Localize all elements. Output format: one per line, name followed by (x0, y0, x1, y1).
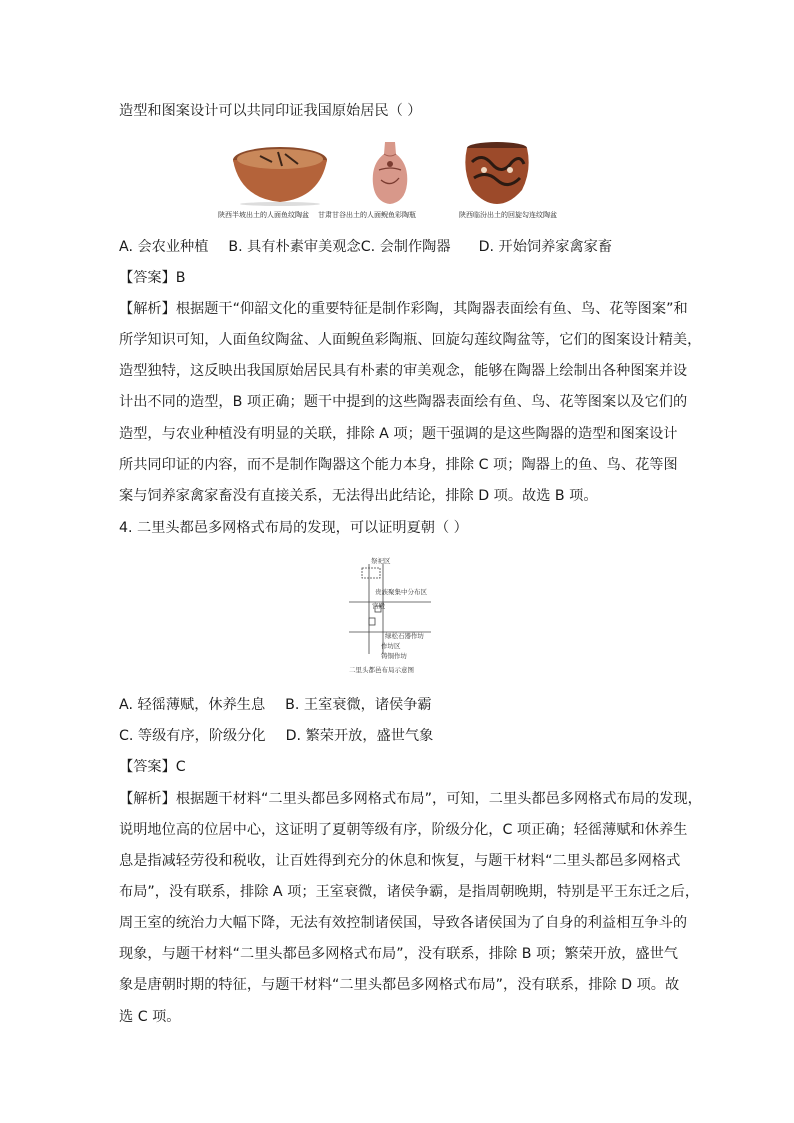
question-4-options-row-1 (119, 695, 432, 715)
option-a: A. 轻徭薄赋，休养生息 (119, 697, 266, 713)
analysis-line: 所 学 知 识 可 知 ， 人 面 鱼 纹 陶 盆 、 人 面 鲵 鱼 彩 陶 瓶 、 回 旋 勾 莲 纹 陶 盆 等 ， 它 们 的 图 案 设 计 精 美 ， (119, 332, 702, 348)
analysis-line: 造 型 独 特 ， 这 反 映 出 我 国 原 始 居 民 具 有 朴 素 的 审 美 观 念 ， 能 够 在 陶 器 上 绘 制 出 各 种 图 案 并 设 (119, 363, 688, 379)
pottery-figures (218, 140, 571, 222)
option-b: B. 具有朴素审美观念 (228, 239, 361, 255)
analysis-line: 说 明 地 位 高 的 位 居 中 心 ， 这 证 明 了 夏 朝 等 级 有 序 ， 阶 级 分 化 ， C 项 正 确 ； 轻 徭 薄 赋 和 休 养 生 (119, 822, 688, 838)
salamander-vase-image (365, 140, 415, 206)
option-a: A. 会农业种植 (119, 239, 209, 255)
swirl-pattern-basin-image (460, 140, 534, 206)
erlitou-layout-map (345, 556, 441, 678)
analysis-line: 象 是 唐 朝 时 期 的 特 征 ， 与 题 干 材 料 “ 二 里 头 都 邑 多 网 格 式 布 局 ” ， 没 有 联 系 ， 排 除 D 项 。 故 (119, 977, 680, 993)
option-c: C. 会制作陶器 (360, 239, 451, 255)
question-4-options-row-2 (119, 726, 433, 746)
map-label-palace: 宫殿 (372, 602, 385, 610)
option-c: C. 等级有序，阶级分化 (119, 728, 266, 744)
caption-swirl-basin: 陕西临汾出土的回旋勾连纹陶盆 (459, 211, 557, 219)
analysis-line: 【 解 析 】 根 据 题 干 “ 仰 韶 文 化 的 重 要 特 征 是 制 作 彩 陶 ， 其 陶 器 表 面 绘 有 鱼 、 鸟 、 花 等 图 案 ” 和 (119, 301, 688, 317)
analysis-line: 案与饲养家禽家畜没有直接关系，无法得出此结论，排除 D 项。故选 B 项。 (119, 488, 598, 504)
question-3-stem: 造型和图案设计可以共同印证我国原始居民（ ） (119, 103, 422, 119)
question-3-answer: 【答案】B (119, 270, 186, 286)
analysis-line: 布 局 ” ， 没 有 联 系 ， 排 除 A 项 ； 王 室 衰 微 ， 诸 侯 争 霸 ， 是 指 周 朝 晚 期 ， 特 别 是 平 王 东 迁 之 后 ， (119, 884, 700, 900)
map-label-workshop: 作坊区 (381, 642, 401, 650)
option-d: D. 繁荣开放，盛世气象 (285, 728, 434, 744)
analysis-line: 【 解 析 】 根 据 题 干 材 料 “ 二 里 头 都 邑 多 网 格 式 布 局 ” ， 可 知 ， 二 里 头 都 邑 多 网 格 式 布 局 的 发 现 ， (119, 791, 702, 807)
analysis-line: 选 C 项。 (119, 1009, 181, 1025)
map-label-noble: 贵族聚集中分布区 (375, 588, 427, 596)
map-label-ritual: 祭祀区 (371, 557, 391, 565)
question-4-answer: 【答案】C (119, 759, 186, 775)
analysis-line: 现 象 ， 与 题 干 材 料 “ 二 里 头 都 邑 多 网 格 式 布 局 ” ， 没 有 联 系 ， 排 除 B 项 ； 繁 荣 开 放 ， 盛 世 气 (119, 946, 678, 962)
map-label-bronze: 铸铜作坊 (381, 652, 407, 660)
analysis-line: 所 共 同 印 证 的 内 容 ， 而 不 是 制 作 陶 器 这 个 能 力 本 身 ， 排 除 C 项 ； 陶 器 上 的 鱼 、 鸟 、 花 等 图 (119, 457, 678, 473)
question-4-stem: 4. 二里头都邑多网格式布局的发现，可以证明夏朝（ ） (119, 520, 468, 536)
map-caption: 二里头都邑布局示意图 (349, 666, 414, 674)
option-d: D. 开始饲养家禽家畜 (478, 239, 613, 255)
question-3-options (119, 237, 612, 257)
analysis-line: 造 型 ， 与 农 业 种 植 没 有 明 显 的 关 联 ， 排 除 A 项 ； 题 干 强 调 的 是 这 些 陶 器 的 造 型 和 图 案 设 计 (119, 426, 678, 442)
caption-salamander-vase: 甘肃甘谷出土的人面鲵鱼彩陶瓶 (318, 211, 416, 219)
fish-face-basin-image (230, 140, 330, 206)
analysis-line: 息 是 指 减 轻 劳 役 和 税 收 ， 让 百 姓 得 到 充 分 的 休 息 和 恢 复 ， 与 题 干 材 料 “ 二 里 头 都 邑 多 网 格 式 (119, 853, 681, 869)
analysis-line: 周 王 室 的 统 治 力 大 幅 下 降 ， 无 法 有 效 控 制 诸 侯 国 ， 导 致 各 诸 侯 国 为 了 自 身 的 利 益 相 互 争 斗 的 (119, 915, 688, 931)
option-b: B. 王室衰微，诸侯争霸 (285, 697, 432, 713)
map-label-turquoise: 绿松石器作坊 (385, 632, 424, 640)
caption-fish-face-basin: 陕西半坡出土的人面鱼纹陶盆 (218, 211, 309, 219)
analysis-line: 计 出 不 同 的 造 型 ， B 项 正 确 ； 题 干 中 提 到 的 这 些 陶 器 表 面 绘 有 鱼 、 鸟 、 花 等 图 案 以 及 它 们 的 (119, 394, 688, 410)
